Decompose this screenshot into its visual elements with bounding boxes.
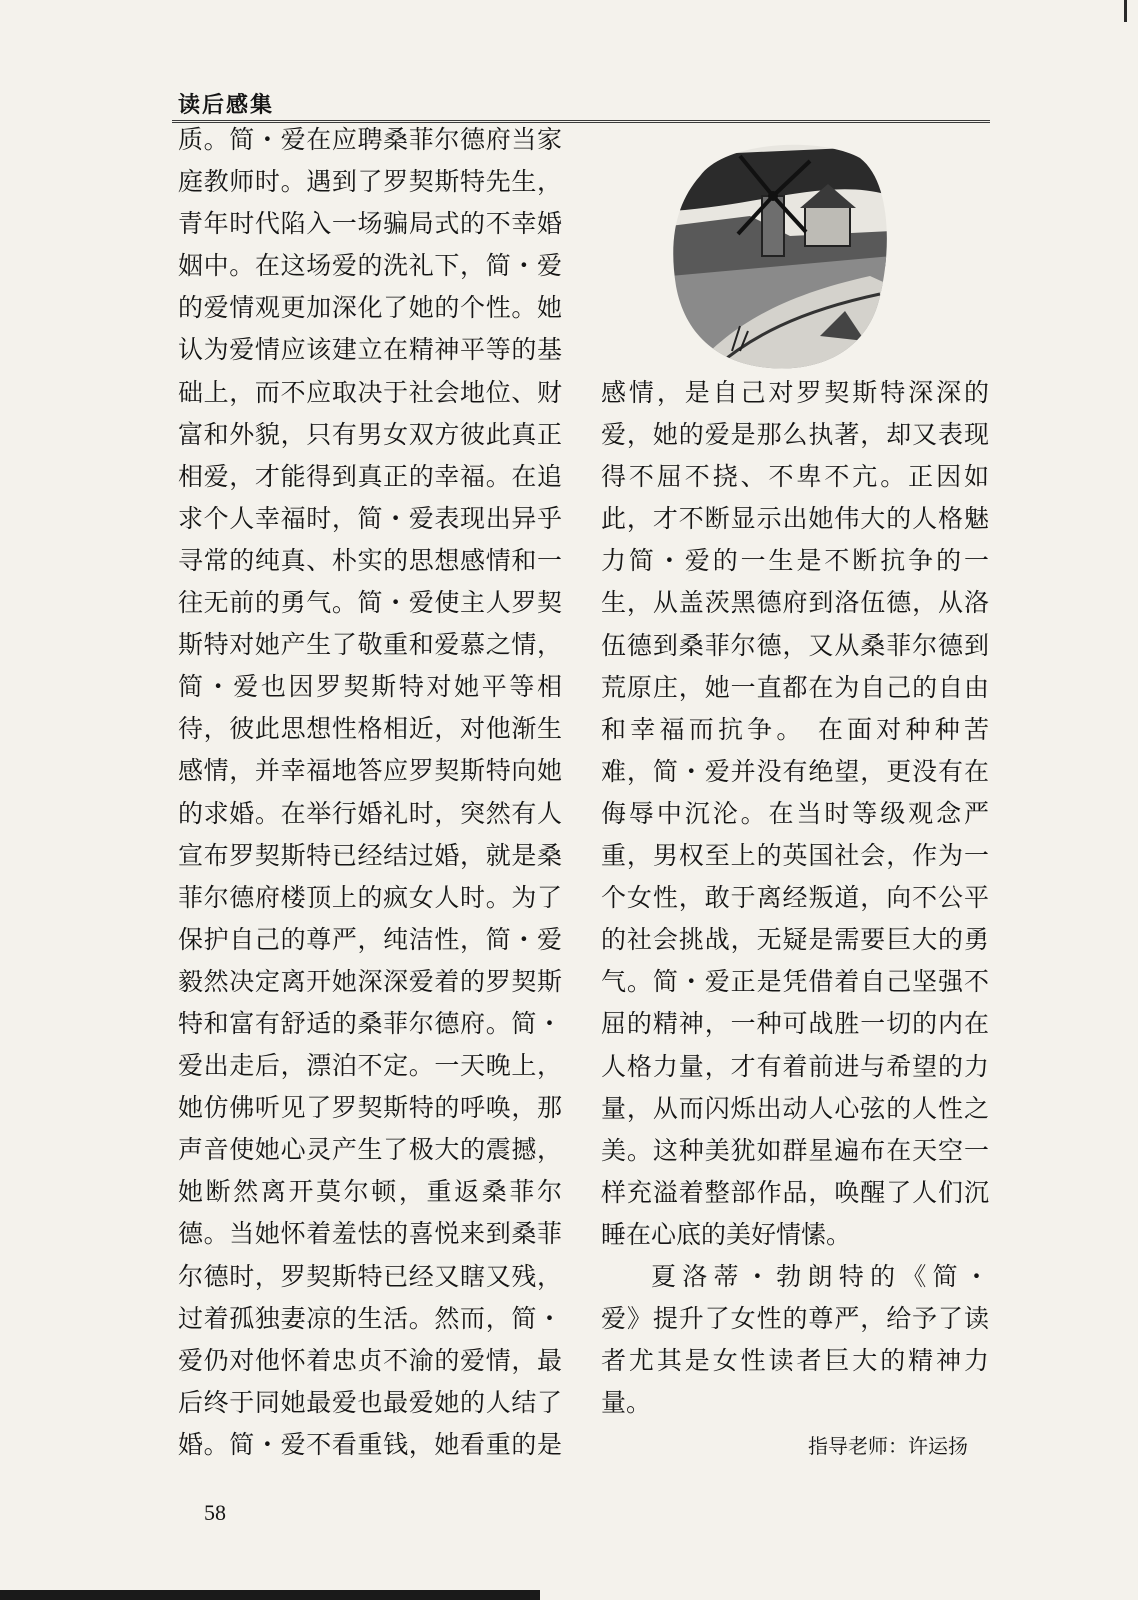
text-line: 青年时代陷入一场骗局式的不幸婚	[178, 209, 562, 239]
text-line: 质。简・爱在应聘桑菲尔德府当家	[178, 125, 562, 154]
scan-edge-bar	[0, 1590, 540, 1600]
text-line: 庭教师时。遇到了罗契斯特先生，	[178, 167, 562, 197]
text-line: 得不屈不挠、不卑不亢。正因如	[601, 462, 989, 492]
text-line: 气。简・爱正是凭借着自己坚强不	[601, 967, 989, 997]
text-line: 她仿佛听见了罗契斯特的呼唤，那	[178, 1093, 562, 1123]
text-line: 斯特对她产生了敬重和爱慕之情，	[178, 630, 562, 660]
text-line: 屈的精神，一种可战胜一切的内在	[601, 1009, 989, 1039]
text-line: 保护自己的尊严，纯洁性，简・爱	[178, 924, 562, 954]
text-line: 者尤其是女性读者巨大的精神力	[601, 1346, 989, 1376]
text-line: 样充溢着整部作品，唤醒了人们沉	[601, 1177, 989, 1207]
text-line: 爱》提升了女性的尊严，给予了读	[601, 1304, 989, 1334]
text-line: 夏洛蒂・勃朗特的《简・	[651, 1261, 989, 1291]
text-line: 感情，是自己对罗契斯特深深的	[601, 378, 989, 407]
teacher-credit: 指导老师：许运扬	[808, 1434, 968, 1458]
text-line: 特和富有舒适的桑菲尔德府。简・	[178, 1008, 562, 1038]
text-line: 简・爱也因罗契斯特对她平等相	[178, 672, 562, 702]
text-line: 美。这种美犹如群星遍布在天空一	[601, 1135, 989, 1165]
text-line: 人格力量，才有着前进与希望的力	[601, 1051, 989, 1081]
text-line: 难，简・爱并没有绝望，更没有在	[601, 756, 989, 786]
text-line: 的社会挑战，无疑是需要巨大的勇	[601, 925, 989, 955]
left-text-column	[178, 119, 562, 1466]
text-line: 往无前的勇气。简・爱使主人罗契	[178, 588, 562, 618]
right-text-column	[601, 372, 989, 1424]
text-line: 睡在心底的美好情愫。	[601, 1219, 852, 1249]
text-line: 过着孤独妻凉的生活。然而，简・	[178, 1303, 562, 1333]
text-line: 富和外貌，只有男女双方彼此真正	[178, 419, 562, 449]
text-line: 相爱，才能得到真正的幸福。在追	[178, 461, 562, 491]
text-line: 德。当她怀着羞怯的喜悦来到桑菲	[178, 1219, 562, 1249]
text-line: 尔德时，罗契斯特已经又瞎又残，	[178, 1261, 562, 1291]
text-line: 生，从盖茨黑德府到洛伍德，从洛	[601, 588, 989, 618]
text-line: 爱仍对他怀着忠贞不渝的爱情，最	[178, 1345, 562, 1375]
text-line: 量，从而闪烁出动人心弦的人性之	[601, 1093, 989, 1123]
text-line: 声音使她心灵产生了极大的震撼，	[178, 1135, 562, 1165]
text-line: 力简・爱的一生是不断抗争的一	[601, 546, 989, 576]
text-line: 量。	[601, 1388, 652, 1418]
text-line: 础上，而不应取决于社会地位、财	[178, 377, 562, 407]
text-line: 和幸福而抗争。 在面对种种苦	[601, 714, 989, 744]
text-line: 荒原庄，她一直都在为自己的自由	[601, 672, 989, 702]
text-line: 爱，她的爱是那么执著，却又表现	[601, 420, 989, 450]
section-header: 读后感集	[178, 93, 275, 118]
page-number: 58	[204, 1500, 226, 1525]
windmill-illustration	[670, 136, 892, 372]
text-line: 菲尔德府楼顶上的疯女人时。为了	[178, 882, 562, 912]
text-line: 后终于同她最爱也最爱她的人结了	[178, 1387, 562, 1417]
text-line: 婚。简・爱不看重钱，她看重的是	[178, 1429, 562, 1459]
text-line: 她断然离开莫尔顿，重返桑菲尔	[178, 1177, 562, 1207]
text-line: 认为爱情应该建立在精神平等的基	[178, 335, 562, 365]
text-line: 的求婚。在举行婚礼时，突然有人	[178, 798, 562, 828]
text-line: 姻中。在这场爱的洗礼下，简・爱	[178, 251, 562, 281]
text-line: 侮辱中沉沦。在当时等级观念严	[601, 798, 989, 828]
text-line: 重，男权至上的英国社会，作为一	[601, 841, 989, 871]
text-line: 寻常的纯真、朴实的思想感情和一	[178, 545, 562, 575]
text-line: 待，彼此思想性格相近，对他渐生	[178, 714, 562, 744]
scan-edge-mark	[1124, 0, 1127, 22]
text-line: 毅然决定离开她深深爱着的罗契斯	[178, 966, 562, 996]
text-line: 爱出走后，漂泊不定。一天晚上，	[178, 1051, 562, 1081]
text-line: 宣布罗契斯特已经结过婚，就是桑	[178, 840, 562, 870]
text-line: 求个人幸福时，简・爱表现出异乎	[178, 503, 562, 533]
text-line: 感情，并幸福地答应罗契斯特向她	[178, 756, 562, 786]
text-line: 的爱情观更加深化了她的个性。她	[178, 293, 562, 323]
text-line: 个女性，敢于离经叛道，向不公平	[601, 883, 989, 913]
text-line: 此，才不断显示出她伟大的人格魅	[601, 504, 989, 534]
text-line: 伍德到桑菲尔德，又从桑菲尔德到	[601, 630, 989, 660]
